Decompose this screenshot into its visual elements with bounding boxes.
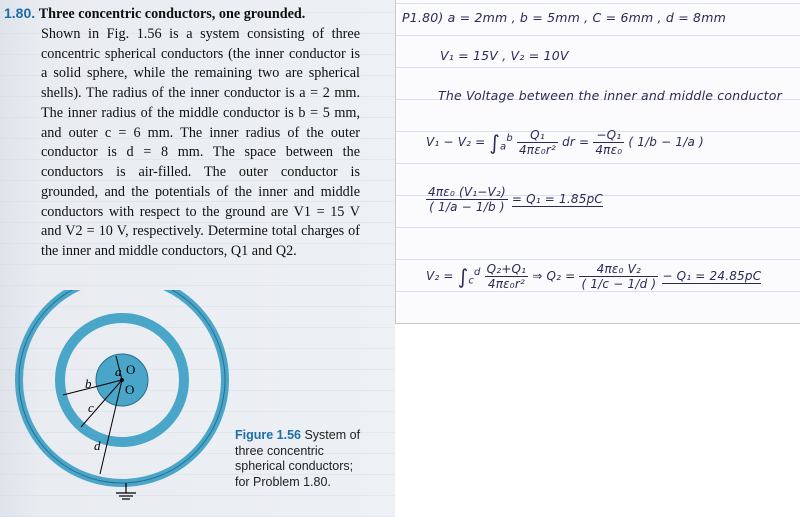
problem-statement — [4, 4, 360, 262]
eq2-fraction: $\frac{\text{4πε₀ (V₁−V₂)}}{( 1/a - 1/b )}$ — [428, 185, 506, 214]
solution-line-given-voltages: V₁ = 15V , V₂ = 10V — [440, 48, 569, 63]
caption-label: Figure 1.56 — [235, 428, 301, 442]
handwritten-solution — [395, 0, 800, 324]
eq1-integrand: $\frac{\text{Q₁}}{\text{4πε₀r²}}$ — [518, 128, 557, 157]
eq3-upper-limit: d — [474, 267, 481, 278]
solution-line-given-dimensions: P1.80) a = 2mm , b = 5mm , C = 6mm , d = 8mm — [402, 10, 726, 25]
eq1-rhs-paren: ( 1/b − 1/a ) — [628, 135, 704, 149]
integral-sign: ∫ — [457, 264, 469, 289]
eq3-lhs: V₂ = — [426, 269, 454, 283]
concentric-spheres-figure — [0, 290, 240, 517]
eq1-upper-limit: b — [506, 133, 513, 144]
caption-text: System of three concentric spherical conductors; for Problem 1.80. — [235, 428, 361, 489]
label-o-bottom: O — [125, 382, 135, 397]
eq3-arrow: ⇒ Q₂ = — [532, 269, 576, 283]
eq1-lhs: V₁ − V₂ = — [426, 135, 486, 149]
eq1-rhs-fraction: $\frac{\text{−Q₁}}{\text{4πε₀}}$ — [595, 128, 623, 157]
eq3-lower-limit: c — [468, 275, 475, 287]
label-b: b — [85, 376, 92, 391]
eq2-result: = Q₁ = 1.85pC — [511, 192, 603, 206]
label-o-top: O — [126, 362, 136, 377]
figure-caption — [235, 428, 365, 490]
problem-title: Three concentric conductors, one grounded. — [38, 6, 306, 22]
integral-sign: ∫ — [489, 130, 501, 155]
eq3-integrand: $\frac{\text{Q₂+Q₁}}{\text{4πε₀r²}}$ — [486, 262, 527, 291]
equation-3 — [426, 262, 761, 291]
label-a: a — [115, 364, 122, 379]
label-d: d — [94, 438, 101, 453]
label-c: c — [88, 400, 94, 415]
eq3-result: − Q₁ = 24.85pC — [662, 269, 762, 283]
solution-line-description: The Voltage between the inner and middle conductor — [438, 88, 782, 103]
eq1-dr: dr = — [562, 135, 590, 149]
equation-2 — [426, 185, 603, 214]
equation-1 — [426, 128, 704, 157]
eq3-rhs-fraction: $\frac{\text{4πε₀ V₂}}{( 1/c - 1/d )}$ — [581, 262, 657, 291]
textbook-page — [0, 0, 395, 517]
problem-text: Shown in Fig. 1.56 is a system consisting of three concentric spherical conductors (the inner conductor is a solid sphere, while the remaining two are spherical shells). The radius of the inner conductor is a = 2 mm. The inner radius of the middle conductor is b = 5 mm, and outer c = 6 mm. The inner radius of the outer conductor is d = 8 mm. The space between the conductors is air-filled. The outer conductor is grounded, and the potentials of the inner and middle conductors with respect to the ground are V1 = 15 V and V2 = 10 V, respectively. Determine total charges of the inner and middle conductors, Q1 and Q2. — [41, 25, 360, 259]
problem-number: 1.80. — [4, 5, 36, 21]
eq1-lower-limit: a — [500, 141, 507, 153]
